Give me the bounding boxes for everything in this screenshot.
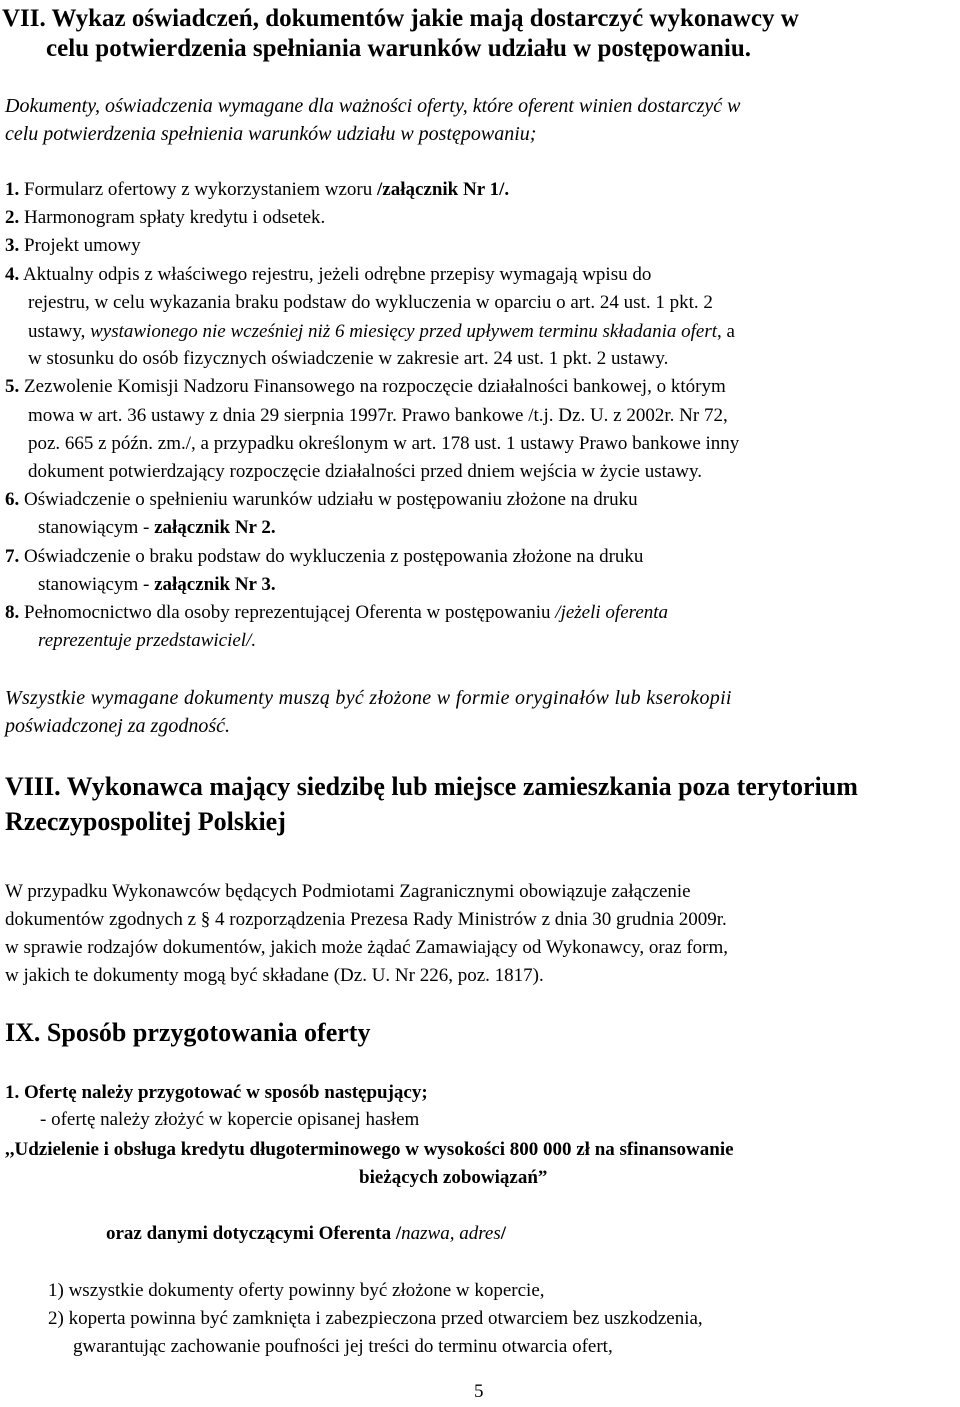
list-item-6-line-2 [38, 516, 276, 540]
list-item-5-line-2: mowa w art. 36 ustawy z dnia 29 sierpnia 1997r. Prawo bankowe /t.j. Dz. U. z 2002r. Nr 72, [28, 405, 728, 426]
text-span: ustawy, [28, 321, 91, 342]
italic-span: nazwa, adres [401, 1223, 501, 1244]
list-item-2 [5, 206, 325, 230]
envelope-rule-2: 2) koperta powinna być zamknięta i zabezpieczona przed otwarciem bez uszkodzenia, [48, 1308, 703, 1329]
list-item-5-line-3: poz. 665 z późn. zm./, a przypadku określonym w art. 178 ust. 1 ustawy Prawo bankowe inny [28, 433, 740, 454]
list-item-5-line-4: dokument potwierdzający rozpoczęcie działalności przed dniem wejścia w życie ustawy. [28, 461, 703, 482]
page-number: 5 [474, 1381, 484, 1402]
list-item-text: Harmonogram spłaty kredytu i odsetek. [19, 207, 326, 228]
list-item-8 [5, 601, 668, 625]
text-span: / [500, 1223, 507, 1244]
envelope-label-line-1: ,,Udzielenie i obsługa kredytu długoterminowego w wysokości 800 000 zł na sfinansowanie [5, 1139, 734, 1160]
section-8-heading-line-1: VIII. Wykonawca mający siedzibę lub miejsce zamieszkania poza terytorium [5, 772, 858, 801]
offeror-data-line [106, 1222, 506, 1246]
list-item-text: Aktualny odpis z właściwego rejestru, jeżeli odrębne przepisy wymagają wpisu do [19, 264, 652, 285]
list-item-text: Formularz ofertowy z wykorzystaniem wzoru [19, 179, 377, 200]
list-item-6 [5, 488, 638, 512]
italic-span: /jeżeli oferenta [555, 602, 669, 623]
section-7-heading-line-2: celu potwierdzenia spełniania warunków udziału w postępowaniu. [46, 35, 751, 62]
list-item-number: 2. [5, 207, 20, 228]
list-item-number: 3. [5, 235, 20, 256]
text-span: oraz danymi dotyczącymi Oferenta / [106, 1223, 402, 1244]
list-item-number: 4. [5, 264, 20, 285]
list-item-text: Oświadczenie o braku podstaw do wykluczenia z postępowania złożone na druku [19, 546, 644, 567]
list-item-number: 7. [5, 546, 20, 567]
list-item-text: Projekt umowy [19, 235, 141, 256]
section-8-heading-line-2: Rzeczypospolitej Polskiej [5, 807, 286, 836]
list-item-8-line-2: reprezentuje przedstawiciel/. [38, 630, 257, 651]
text-span: 4 rozporządzenia Prezesa Rady Ministrów z dnia 30 grudnia 2009r. [210, 909, 727, 930]
list-item-7-line-2 [38, 573, 276, 597]
list-item-3 [5, 234, 141, 258]
section-8-paragraph-line-1: W przypadku Wykonawców będących Podmiotami Zagranicznymi obowiązuje załączenie [5, 881, 691, 902]
list-item-number: 1. [5, 179, 20, 200]
list-item-7 [5, 545, 643, 569]
list-item-text: Oświadczenie o spełnieniu warunków udziału w postępowaniu złożone na druku [19, 489, 638, 510]
list-item-4-line-3 [28, 320, 735, 344]
list-item-text: Pełnomocnictwo dla osoby reprezentującej Oferenta w postępowaniu [19, 602, 556, 623]
section-7-intro-line-1: Dokumenty, oświadczenia wymagane dla ważności oferty, które oferent winien dostarczyć w [5, 95, 741, 117]
section-9-heading: IX. Sposób przygotowania oferty [5, 1018, 371, 1047]
list-item-number: 6. [5, 489, 20, 510]
envelope-rule-2-continuation: gwarantując zachowanie poufności jej treści do terminu otwarcia ofert, [73, 1336, 613, 1357]
list-item-text: Zezwolenie Komisji Nadzoru Finansowego na rozpoczęcie działalności bankowej, o którym [19, 376, 726, 397]
text-span: dokumentów zgodnych z [5, 909, 201, 930]
section-9-instruction-line: - ofertę należy złożyć w kopercie opisanej hasłem [40, 1109, 420, 1130]
section-8-paragraph-line-4: w jakich te dokumenty mogą być składane (Dz. U. Nr 226, poz. 1817). [5, 965, 544, 986]
section-7-intro-line-2: celu potwierdzenia spełnienia warunków udziału w postępowaniu; [5, 123, 537, 145]
list-item-number: 5. [5, 376, 20, 397]
list-item-4-line-2: rejestru, w celu wykazania braku podstaw do wykluczenia w oparciu o art. 24 ust. 1 pkt. 2 [28, 292, 713, 313]
list-item-4 [5, 263, 651, 287]
section-9-subheading-1: 1. Ofertę należy przygotować w sposób następujący; [5, 1082, 428, 1103]
text-span: stanowiącym - [38, 517, 155, 538]
attachment-reference: załącznik Nr 3. [154, 574, 276, 595]
list-item-5 [5, 375, 726, 399]
section-sign-icon: § [200, 909, 211, 930]
italic-span: wystawionego nie wcześniej niż 6 miesięcy przed upływem terminu składania ofert [90, 321, 718, 342]
note-line-2: poświadczonej za zgodność. [5, 715, 230, 737]
text-span: stanowiącym - [38, 574, 155, 595]
list-item-number: 8. [5, 602, 20, 623]
attachment-reference: /załącznik Nr 1/. [376, 179, 510, 200]
note-line-1: Wszystkie wymagane dokumenty muszą być złożone w formie oryginałów lub kserokopii [5, 687, 732, 709]
list-item-4-line-4: w stosunku do osób fizycznych oświadczenie w zakresie art. 24 ust. 1 pkt. 2 ustawy. [28, 348, 669, 369]
attachment-reference: załącznik Nr 2. [154, 517, 276, 538]
envelope-label-line-2: bieżących zobowiązań” [359, 1167, 548, 1188]
text-span: , a [717, 321, 735, 342]
list-item-1 [5, 178, 509, 202]
section-8-paragraph-line-2 [5, 908, 727, 932]
section-8-paragraph-line-3: w sprawie rodzajów dokumentów, jakich może żądać Zamawiający od Wykonawcy, oraz form, [5, 937, 729, 958]
section-7-heading-line-1: VII. Wykaz oświadczeń, dokumentów jakie mają dostarczyć wykonawcy w [2, 5, 799, 32]
envelope-rule-1: 1) wszystkie dokumenty oferty powinny być złożone w kopercie, [48, 1280, 545, 1301]
